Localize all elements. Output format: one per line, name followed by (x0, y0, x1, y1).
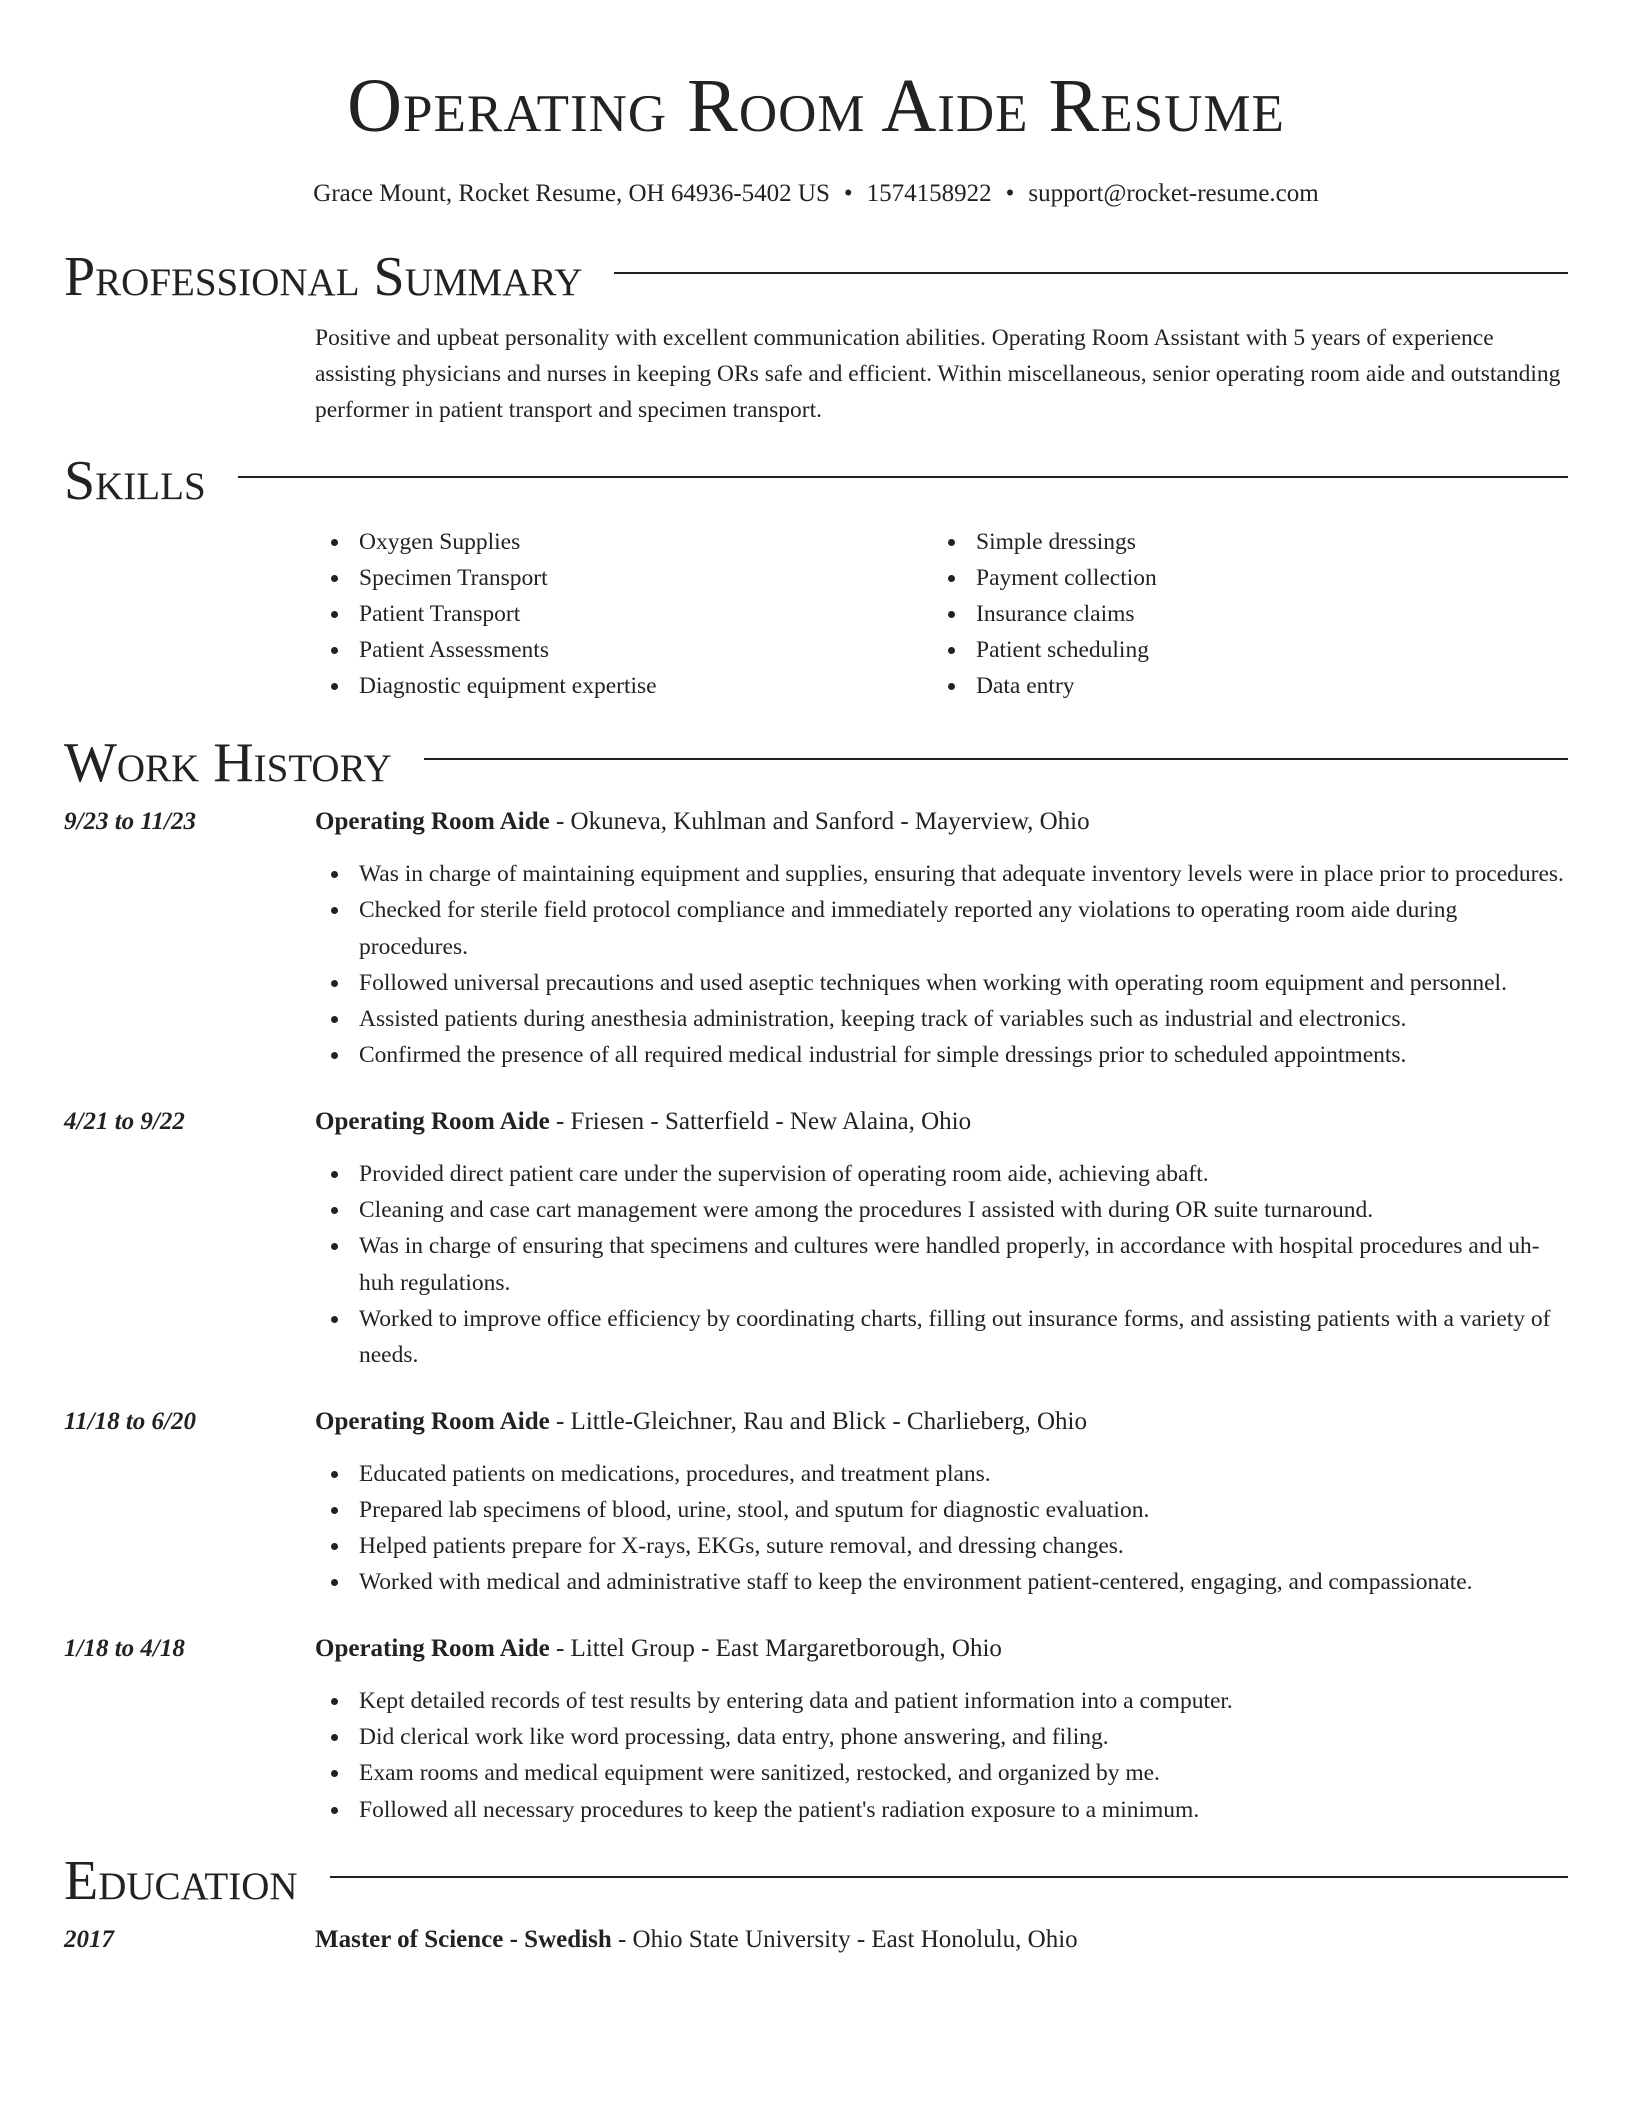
resume-title: Operating Room Aide Resume (347, 64, 1285, 148)
section-divider (614, 272, 1568, 274)
job-duty: Worked to improve office efficiency by coordinating charts, filling out insurance forms, and assisting patients with a variety of needs. (315, 1301, 1568, 1374)
skills-list (315, 524, 1568, 704)
job-employer: - Little-Gleichner, Rau and Blick - Charlieberg, Ohio (549, 1407, 1087, 1435)
professional-summary: Positive and upbeat personality with excellent communication abilities. Operating Room Assistant with 5 years of experience assisting physicians and nurses in keeping ORs safe and efficient. Within miscellaneous, senior operating room aide and outstanding performer in patient transport and specimen transport. (315, 325, 1561, 423)
job-heading (315, 1104, 1568, 1140)
section-divider (330, 1876, 1568, 1878)
job-duty: Prepared lab specimens of blood, urine, stool, and sputum for diagnostic evaluation. (315, 1492, 1568, 1528)
job-duty: Cleaning and case cart management were among the procedures I assisted with during OR suite turnaround. (315, 1192, 1568, 1228)
job-duties (315, 1456, 1568, 1601)
job-duty: Was in charge of maintaining equipment and supplies, ensuring that adequate inventory levels were in place prior to procedures. (315, 856, 1568, 892)
job-duties (315, 1156, 1568, 1374)
job-dates: 4/21 to 9/22 (64, 1107, 185, 1135)
contact-email: support@rocket-resume.com (1028, 180, 1319, 207)
job-duty: Provided direct patient care under the supervision of operating room aide, achieving abaft. (315, 1156, 1568, 1192)
skill-item: Payment collection (932, 560, 1549, 596)
education-heading (315, 1922, 1078, 1958)
job-duty: Checked for sterile field protocol compliance and immediately reported any violations to operating room aide during procedures. (315, 892, 1568, 965)
skill-item: Oxygen Supplies (315, 524, 932, 560)
section-title-education: Education (64, 1849, 298, 1912)
skill-item: Insurance claims (932, 596, 1549, 632)
skills-column-right (932, 524, 1549, 704)
job-duties (315, 1683, 1568, 1828)
section-title-work: Work History (64, 732, 392, 794)
skill-item: Specimen Transport (315, 560, 932, 596)
section-divider (238, 476, 1568, 478)
education-year: 2017 (64, 1925, 114, 1953)
job-heading (315, 804, 1568, 840)
job-duty: Followed all necessary procedures to keep the patient's radiation exposure to a minimum. (315, 1792, 1568, 1828)
job-duty: Was in charge of ensuring that specimens and cultures were handled properly, in accordance with hospital procedures and uh-huh regulations. (315, 1228, 1568, 1301)
job-duties (315, 856, 1568, 1074)
section-header-work (64, 732, 1568, 794)
skill-item: Data entry (932, 668, 1549, 704)
job-duty: Followed universal precautions and used aseptic techniques when working with operating room equipment and personnel. (315, 965, 1568, 1001)
education-entry (64, 1922, 1568, 1958)
skill-item: Patient Assessments (315, 632, 932, 668)
job-entry (64, 1404, 1568, 1601)
job-duty: Exam rooms and medical equipment were sanitized, restocked, and organized by me. (315, 1755, 1568, 1791)
contact-address: Grace Mount, Rocket Resume, OH 64936-5402 US (313, 180, 830, 207)
job-employer: - Littel Group - East Margaretborough, Ohio (549, 1634, 1002, 1662)
job-dates: 1/18 to 4/18 (64, 1634, 185, 1662)
job-employer: - Okuneva, Kuhlman and Sanford - Mayerview, Ohio (549, 808, 1090, 835)
contact-separator: • (1005, 180, 1015, 207)
job-duty: Helped patients prepare for X-rays, EKGs, suture removal, and dressing changes. (315, 1528, 1568, 1564)
education-school: - Ohio State University - East Honolulu, Ohio (611, 1925, 1078, 1953)
job-duty: Kept detailed records of test results by entering data and patient information into a computer. (315, 1683, 1568, 1719)
contact-line (64, 178, 1568, 210)
job-title: Operating Room Aide (315, 1107, 550, 1135)
section-header-skills (64, 450, 1568, 512)
section-header-education (64, 1850, 1568, 1912)
job-heading (315, 1631, 1568, 1667)
job-entry (64, 1631, 1568, 1828)
section-title-skills: Skills (64, 450, 206, 512)
job-title: Operating Room Aide (315, 808, 550, 835)
job-duty: Confirmed the presence of all required medical industrial for simple dressings prior to scheduled appointments. (315, 1037, 1568, 1073)
job-heading (315, 1404, 1568, 1440)
job-duty: Educated patients on medications, procedures, and treatment plans. (315, 1456, 1568, 1492)
job-title: Operating Room Aide (315, 1407, 550, 1435)
education-degree: Master of Science - Swedish (315, 1925, 612, 1953)
skill-item: Patient scheduling (932, 632, 1549, 668)
job-dates: 11/18 to 6/20 (64, 1407, 196, 1435)
skills-column-left (315, 524, 932, 704)
section-title-summary: Professional Summary (64, 246, 583, 308)
job-duty: Worked with medical and administrative staff to keep the environment patient-centered, engaging, and compassionate. (315, 1564, 1568, 1600)
contact-separator: • (843, 180, 853, 207)
contact-phone: 1574158922 (866, 180, 992, 207)
skill-item: Simple dressings (932, 524, 1549, 560)
job-duty: Assisted patients during anesthesia administration, keeping track of variables such as industrial and electronics. (315, 1001, 1568, 1037)
job-dates: 9/23 to 11/23 (64, 808, 196, 835)
job-title: Operating Room Aide (315, 1634, 550, 1662)
skill-item: Patient Transport (315, 596, 932, 632)
job-entry (64, 1104, 1568, 1374)
skill-item: Diagnostic equipment expertise (315, 668, 932, 704)
job-entry (64, 804, 1568, 1074)
resume-page (64, 0, 1568, 1958)
section-divider (424, 758, 1568, 760)
job-duty: Did clerical work like word processing, data entry, phone answering, and filing. (315, 1719, 1568, 1755)
job-employer: - Friesen - Satterfield - New Alaina, Ohio (549, 1107, 972, 1135)
section-header-summary (64, 246, 1568, 308)
